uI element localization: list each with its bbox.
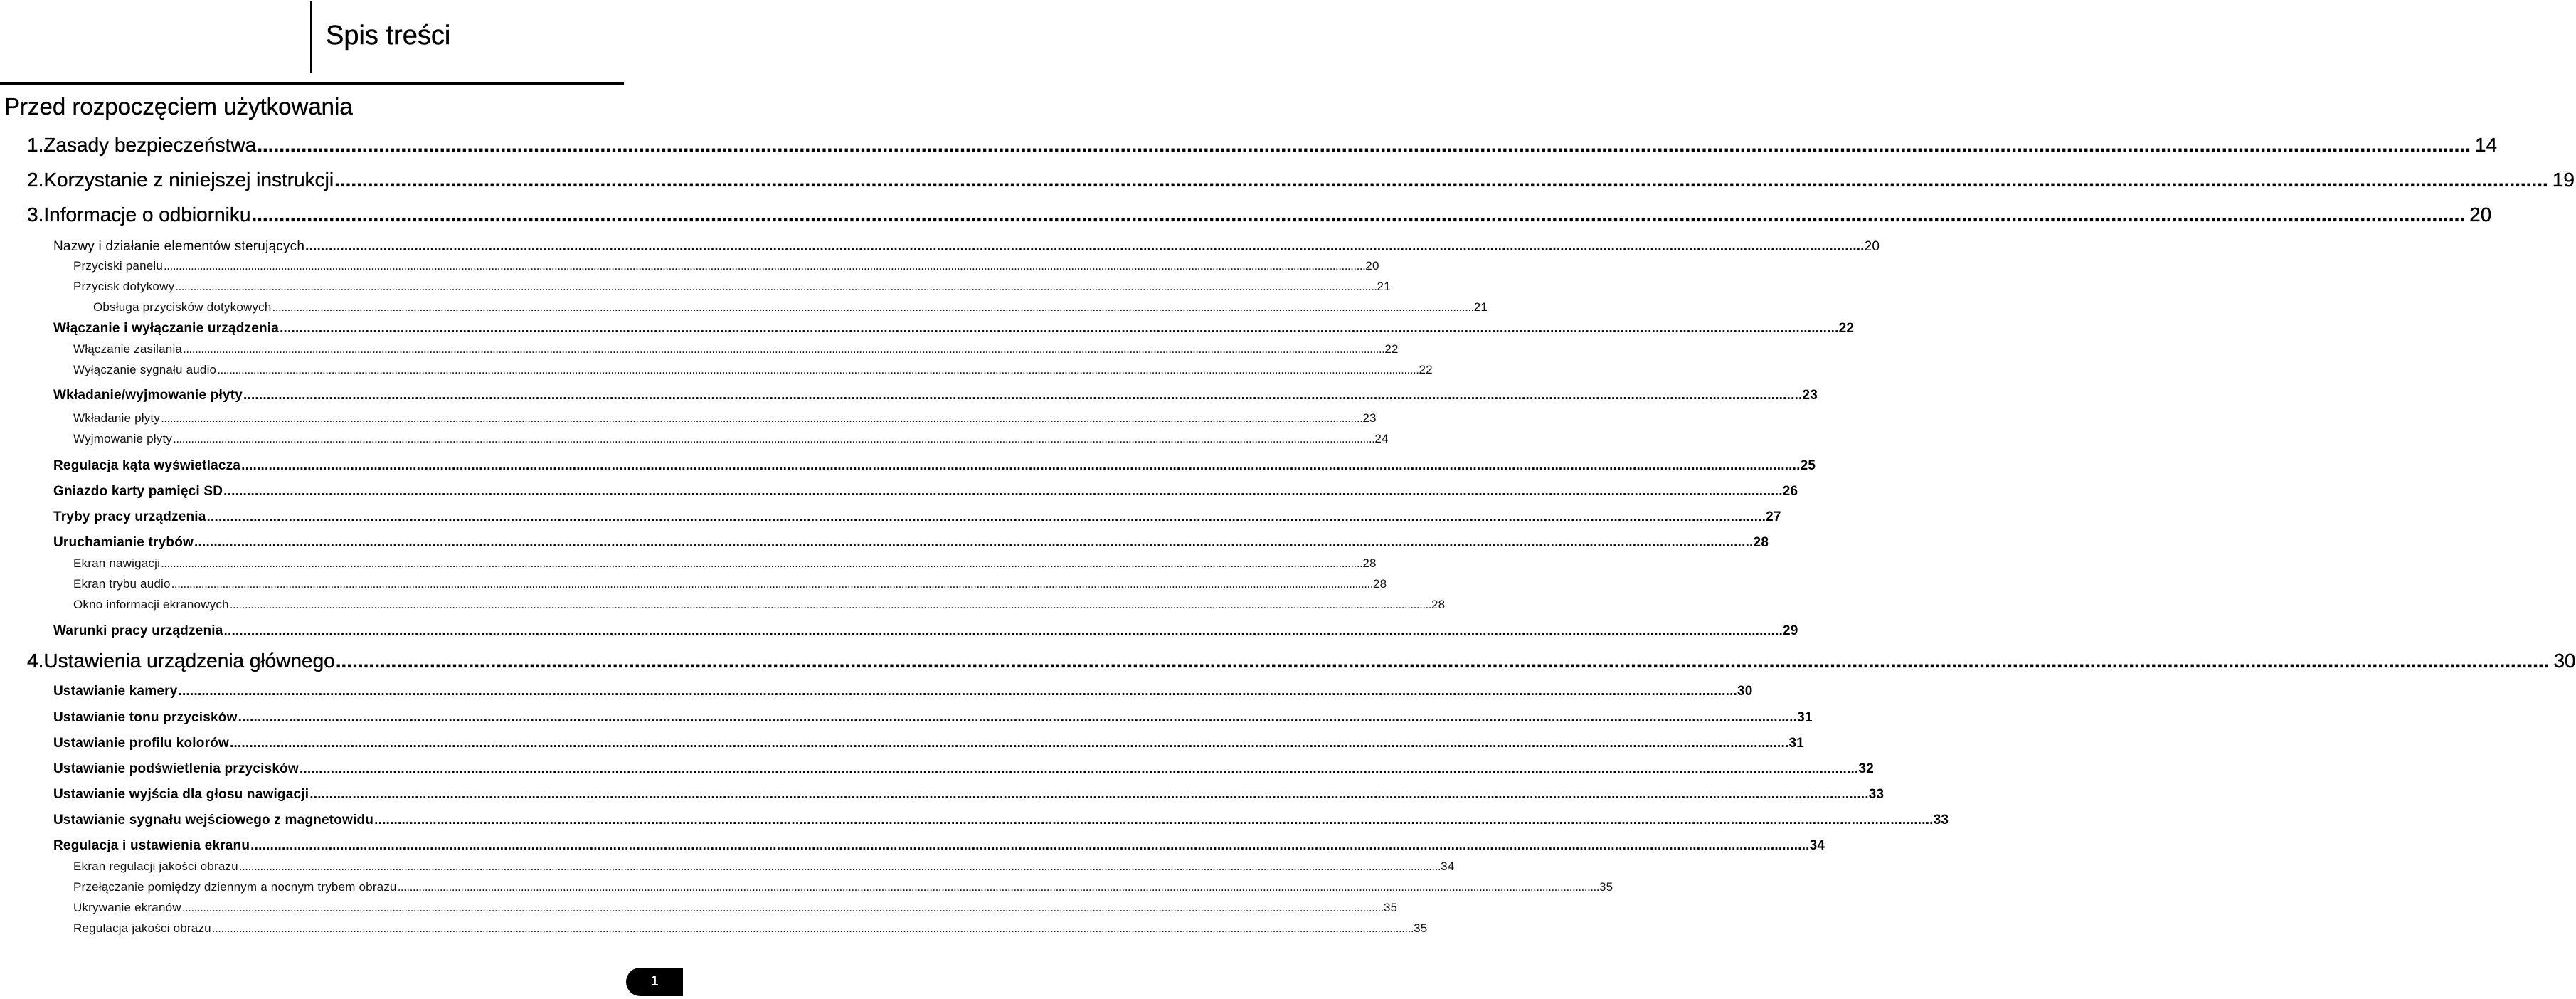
header-rule [0, 82, 624, 85]
toc-dot-leader: ................................................................................................................................................................................................................................................................................................................................................................................................................ [229, 736, 1789, 751]
toc-entry[interactable] [27, 204, 2492, 226]
toc-dot-leader: ................................................................................................................................................................................................................................................................................................................................................................................................................ [178, 684, 1738, 699]
toc-entry-page: 28 [1362, 556, 1377, 570]
title-divider [310, 1, 312, 73]
toc-entry-label: Ekran trybu audio [73, 577, 171, 591]
toc-entry-label: Informacje o odbiorniku [43, 204, 251, 226]
toc-entry-page: 20 [2469, 204, 2492, 226]
toc-entry-label: Ustawianie tonu przycisków [53, 710, 238, 725]
toc-entry[interactable] [53, 623, 1798, 639]
toc-entry[interactable] [73, 432, 1389, 446]
toc-entry-label: Wkładanie/wyjmowanie płyty [53, 388, 243, 403]
toc-entry-page: 31 [1788, 736, 1805, 751]
toc-entry-number: 2. [27, 169, 44, 191]
toc-entry[interactable] [93, 300, 1488, 314]
toc-entry-page: 35 [1384, 901, 1398, 914]
toc-entry[interactable] [53, 239, 1880, 255]
toc-entry-label: Ustawianie profilu kolorów [53, 736, 229, 751]
toc-dot-leader: ................................................................................................................................................................................................................................................................................................................................................................................................................ [397, 880, 1599, 894]
toc-dot-leader: ................................................................................................................................................................................................................................................................................................................................................................................................................ [217, 363, 1419, 376]
toc-entry-number: 3. [27, 204, 44, 226]
toc-entry[interactable] [53, 813, 1949, 828]
toc-dot-leader: ................................................................................................................................................................................................................................................................................................................................................................................................................ [211, 921, 1414, 935]
toc-entry[interactable] [73, 901, 1398, 915]
toc-entry-page: 33 [1868, 787, 1885, 802]
toc-entry[interactable] [27, 650, 2576, 672]
toc-entry[interactable] [73, 259, 1379, 273]
toc-dot-leader: ................................................................................................................................................................................................................................................................................................................................................................................................................ [334, 169, 2548, 191]
toc-entry-page: 35 [1599, 880, 1613, 894]
toc-entry-page: 21 [1377, 280, 1391, 293]
toc-entry-page: 21 [1473, 300, 1488, 314]
toc-entry[interactable] [73, 342, 1399, 356]
toc-entry-page: 29 [1783, 623, 1798, 638]
toc-dot-leader: ................................................................................................................................................................................................................................................................................................................................................................................................................ [243, 388, 1803, 403]
toc-entry-label: Tryby pracy urządzenia [53, 509, 206, 524]
toc-entry-page: 24 [1374, 432, 1389, 445]
toc-entry-label: Regulacja jakości obrazu [73, 921, 211, 935]
toc-dot-leader: ................................................................................................................................................................................................................................................................................................................................................................................................................ [272, 300, 1474, 314]
toc-entry[interactable] [73, 598, 1446, 612]
toc-dot-leader: ................................................................................................................................................................................................................................................................................................................................................................................................................ [280, 321, 1839, 336]
page-title: Spis treści [326, 21, 451, 51]
toc-entry[interactable] [53, 787, 1885, 803]
toc-dot-leader: ................................................................................................................................................................................................................................................................................................................................................................................................................ [175, 280, 1377, 293]
toc-entry-page: 30 [1737, 684, 1753, 699]
toc-entry-page: 31 [1797, 710, 1813, 725]
toc-dot-leader: ................................................................................................................................................................................................................................................................................................................................................................................................................ [251, 204, 2466, 226]
toc-entry[interactable] [53, 388, 1818, 403]
toc-dot-leader: ................................................................................................................................................................................................................................................................................................................................................................................................................ [194, 535, 1754, 550]
toc-dot-leader: ................................................................................................................................................................................................................................................................................................................................................................................................................ [299, 761, 1859, 776]
toc-entry-number: 4. [27, 650, 44, 672]
toc-dot-leader: ................................................................................................................................................................................................................................................................................................................................................................................................................ [181, 901, 1384, 914]
toc-entry-label: Ekran nawigacji [73, 556, 161, 570]
toc-entry-label: Nazwy i działanie elementów sterujących [53, 239, 305, 254]
toc-entry-page: 28 [1431, 598, 1446, 611]
toc-entry-page: 34 [1441, 860, 1455, 873]
toc-dot-leader: ................................................................................................................................................................................................................................................................................................................................................................................................................ [161, 411, 1363, 425]
toc-entry-page: 20 [1365, 259, 1379, 273]
toc-entry-page: 34 [1809, 838, 1825, 853]
toc-entry[interactable] [53, 458, 1816, 474]
toc-entry-label: Zasady bezpieczeństwa [43, 134, 257, 156]
toc-entry-label: Regulacja kąta wyświetlacza [53, 458, 241, 473]
toc-entry[interactable] [53, 736, 1805, 751]
toc-entry-label: Przełączanie pomiędzy dziennym a nocnym trybem obrazu [73, 880, 397, 894]
toc-entry-label: Regulacja i ustawienia ekranu [53, 838, 250, 853]
toc-entry-page: 28 [1753, 535, 1769, 550]
toc-dot-leader: ................................................................................................................................................................................................................................................................................................................................................................................................................ [223, 484, 1783, 499]
toc-entry[interactable] [53, 321, 1855, 337]
toc-entry[interactable] [73, 411, 1377, 426]
toc-dot-leader: ................................................................................................................................................................................................................................................................................................................................................................................................................ [309, 787, 1869, 802]
toc-dot-leader: ................................................................................................................................................................................................................................................................................................................................................................................................................ [171, 577, 1373, 591]
toc-entry-number: 1. [27, 134, 44, 156]
toc-dot-leader: ................................................................................................................................................................................................................................................................................................................................................................................................................ [223, 623, 1783, 638]
toc-dot-leader: ................................................................................................................................................................................................................................................................................................................................................................................................................ [335, 650, 2550, 672]
toc-dot-leader: ................................................................................................................................................................................................................................................................................................................................................................................................................ [173, 432, 1375, 445]
toc-entry[interactable] [53, 509, 1781, 525]
toc-dot-leader: ................................................................................................................................................................................................................................................................................................................................................................................................................ [241, 458, 1801, 473]
toc-entry-label: Okno informacji ekranowych [73, 598, 229, 611]
toc-entry-page: 22 [1384, 342, 1399, 356]
toc-entry-label: Ustawianie sygnału wejściowego z magnetowidu [53, 813, 374, 828]
toc-entry-label: Ekran regulacji jakości obrazu [73, 860, 238, 873]
toc-entry-label: Wkładanie płyty [73, 411, 161, 425]
toc-entry-page: 30 [2553, 650, 2576, 672]
toc-entry-label: Włączanie i wyłączanie urządzenia [53, 321, 280, 336]
toc-entry-label: Ustawianie podświetlenia przycisków [53, 761, 299, 776]
toc-entry-label: Obsługa przycisków dotykowych [93, 300, 272, 314]
toc-dot-leader: ................................................................................................................................................................................................................................................................................................................................................................................................................ [206, 509, 1766, 524]
toc-dot-leader: ................................................................................................................................................................................................................................................................................................................................................................................................................ [374, 813, 1934, 828]
toc-dot-leader: ................................................................................................................................................................................................................................................................................................................................................................................................................ [250, 838, 1810, 853]
toc-dot-leader: ................................................................................................................................................................................................................................................................................................................................................................................................................ [305, 239, 1865, 254]
toc-entry[interactable] [73, 880, 1613, 894]
toc-entry[interactable] [27, 134, 2498, 157]
toc-entry-label: Przycisk dotykowy [73, 280, 175, 293]
toc-entry[interactable] [53, 684, 1753, 699]
toc-dot-leader: ................................................................................................................................................................................................................................................................................................................................................................................................................ [238, 710, 1798, 725]
toc-entry-page: 33 [1933, 813, 1949, 828]
toc-entry-label: Wyłączanie sygnału audio [73, 363, 217, 376]
toc-entry-label: Ustawienia urządzenia głównego [43, 650, 335, 672]
toc-dot-leader: ................................................................................................................................................................................................................................................................................................................................................................................................................ [257, 134, 2471, 156]
toc-entry[interactable] [73, 363, 1433, 377]
toc-entry-page: 23 [1802, 388, 1818, 403]
toc-entry-page: 27 [1766, 509, 1781, 524]
toc-entry-page: 32 [1858, 761, 1874, 776]
page-number-badge: 1 [626, 968, 683, 996]
toc-entry-label: Uruchamianie trybów [53, 535, 194, 550]
toc-entry-page: 26 [1782, 484, 1798, 499]
toc-entry-label: Przyciski panelu [73, 259, 164, 273]
toc-entry-page: 28 [1372, 577, 1387, 591]
toc-entry[interactable] [53, 838, 1825, 854]
toc-entry[interactable] [73, 577, 1387, 591]
toc-entry-page: 20 [1864, 239, 1880, 254]
toc-entry[interactable] [53, 761, 1874, 777]
toc-entry-page: 35 [1414, 921, 1428, 935]
toc-entry-page: 19 [2552, 169, 2575, 191]
toc-entry-label: Gniazdo karty pamięci SD [53, 484, 223, 499]
section-title: Przed rozpoczęciem użytkowania [4, 93, 353, 120]
toc-entry[interactable] [53, 535, 1769, 551]
toc-dot-leader: ................................................................................................................................................................................................................................................................................................................................................................................................................ [164, 259, 1366, 273]
toc-dot-leader: ................................................................................................................................................................................................................................................................................................................................................................................................................ [238, 860, 1441, 873]
toc-dot-leader: ................................................................................................................................................................................................................................................................................................................................................................................................................ [229, 598, 1431, 611]
toc-entry-page: 22 [1838, 321, 1855, 336]
toc-entry-page: 14 [2474, 134, 2498, 156]
toc-entry[interactable] [53, 710, 1813, 726]
toc-dot-leader: ................................................................................................................................................................................................................................................................................................................................................................................................................ [161, 556, 1363, 570]
toc-entry[interactable] [73, 860, 1455, 874]
toc-entry[interactable] [53, 484, 1798, 500]
toc-entry[interactable] [27, 169, 2575, 191]
toc-entry-label: Warunki pracy urządzenia [53, 623, 223, 638]
toc-entry[interactable] [73, 921, 1428, 936]
toc-entry-label: Ustawianie kamery [53, 684, 178, 699]
toc-entry-page: 25 [1800, 458, 1816, 473]
toc-dot-leader: ................................................................................................................................................................................................................................................................................................................................................................................................................ [183, 342, 1385, 356]
toc-entry-label: Korzystanie z niniejszej instrukcji [43, 169, 334, 191]
toc-entry-label: Ustawianie wyjścia dla głosu nawigacji [53, 787, 309, 802]
toc-entry-label: Wyjmowanie płyty [73, 432, 173, 445]
toc-entry[interactable] [73, 556, 1377, 571]
toc-entry-label: Ukrywanie ekranów [73, 901, 181, 914]
toc-entry-page: 23 [1362, 411, 1377, 425]
toc-entry-page: 22 [1419, 363, 1433, 376]
toc-entry[interactable] [73, 280, 1391, 294]
toc-entry-label: Włączanie zasilania [73, 342, 183, 356]
